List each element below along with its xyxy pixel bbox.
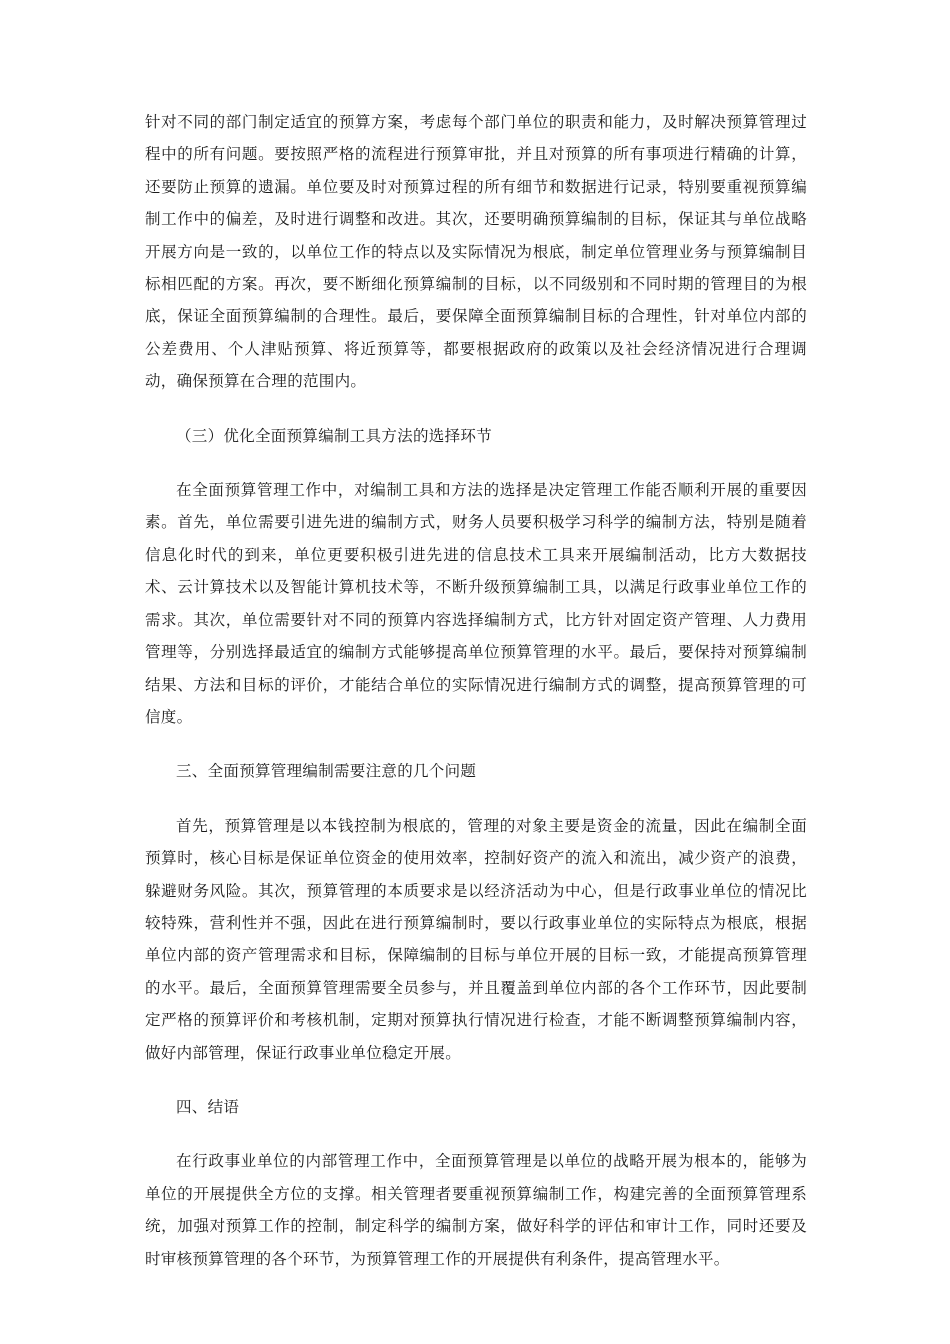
spacer xyxy=(145,452,807,474)
section-heading-tools: （三）优化全面预算编制工具方法的选择环节 xyxy=(176,426,493,445)
section-heading-conclusion: 四、结语 xyxy=(176,1097,240,1116)
paragraph-tools-methods: 在全面预算管理工作中，对编制工具和方法的选择是决定管理工作能否顺利开展的重要因素。首先，单位需要引进先进的编制方式，财务人员要积极学习科学的编制方法，特别是随着信息化时代的到来，单位更要积极引进先进的信息技术工具来开展编制活动，比方大数据技术、云计算技术以及智能计算机技术等，不断升级预算编制工具，以满足行政事业单位工作的需求。其次，单位需要针对不同的预算内容选择编制方式，比方针对固定资产管理、人力费用管理等，分别选择最适宜的编制方式能够提高单位预算管理的水平。最后，要保持对预算编制结果、方法和目标的评价，才能结合单位的实际情况进行编制方式的调整，提高预算管理的可信度。 xyxy=(145,481,807,726)
spacer xyxy=(145,398,807,420)
spacer xyxy=(145,788,807,810)
paragraph-conclusion: 在行政事业单位的内部管理工作中，全面预算管理是以单位的战略开展为根本的，能够为单位的开展提供全方位的支撑。相关管理者要重视预算编制工作，构建完善的全面预算管理系统，加强对预算工作的控制，制定科学的编制方案，做好科学的评估和审计工作，同时还要及时审核预算管理的各个环节，为预算管理工作的开展提供有利条件，提高管理水平。 xyxy=(145,1152,807,1268)
spacer xyxy=(145,1069,807,1091)
section-heading-issues: 三、全面预算管理编制需要注意的几个问题 xyxy=(176,762,477,781)
paragraph-budget-targets: 针对不同的部门制定适宜的预算方案，考虑每个部门单位的职责和能力，及时解决预算管理过程中的所有问题。要按照严格的流程进行预算审批，并且对预算的所有事项进行精确的计算，还要防止预算的遗漏。单位要及时对预算过程的所有细节和数据进行记录，特别要重视预算编制工作中的偏差，及时进行调整和改进。其次，还要明确预算编制的目标，保证其与单位战略开展方向是一致的，以单位工作的特点以及实际情况为根底，制定单位管理业务与预算编制目标相匹配的方案。再次，要不断细化预算编制的目标，以不同级别和不同时期的管理目的为根底，保证全面预算编制的合理性。最后，要保障全面预算编制目标的合理性，针对单位内部的公差费用、个人津贴预算、将近预算等，都要根据政府的政策以及社会经济情况进行合理调动，确保预算在合理的范围内。 xyxy=(145,113,807,391)
paragraph-issues: 首先，预算管理是以本钱控制为根底的，管理的对象主要是资金的流量，因此在编制全面预算时，核心目标是保证单位资金的使用效率，控制好资产的流入和流出，减少资产的浪费，躲避财务风险。其次，预算管理的本质要求是以经济活动为中心，但是行政事业单位的情况比较特殊，营利性并不强，因此在进行预算编制时，要以行政事业单位的实际特点为根底，根据单位内部的资产管理需求和目标，保障编制的目标与单位开展的目标一致，才能提高预算管理的水平。最后，全面预算管理需要全员参与，并且覆盖到单位内部的各个工作环节，因此要制定严格的预算评价和考核机制，定期对预算执行情况进行检查，才能不断调整预算编制内容，做好内部管理，保证行政事业单位稳定开展。 xyxy=(145,816,807,1062)
spacer xyxy=(145,733,807,755)
document-page xyxy=(145,106,807,1275)
spacer xyxy=(145,1123,807,1145)
